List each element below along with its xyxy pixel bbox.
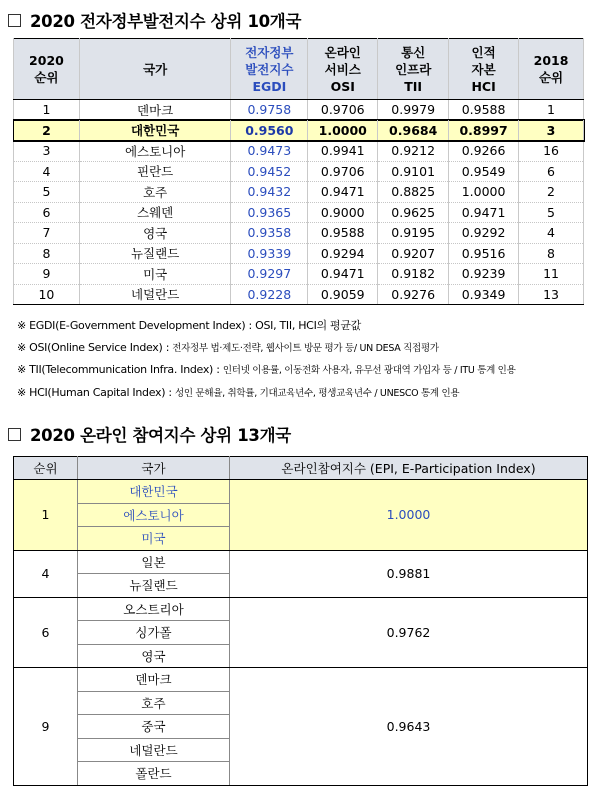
cell-country: 영국 xyxy=(79,223,231,244)
cell-country: 호주 xyxy=(79,182,231,203)
cell-tii: 0.9182 xyxy=(378,264,449,285)
cell-rank: 9 xyxy=(14,668,78,786)
cell-country: 네덜란드 xyxy=(79,284,231,305)
cell-rank2018: 6 xyxy=(519,161,584,182)
cell-country: 호주 xyxy=(78,691,230,715)
cell-rank: 4 xyxy=(14,161,80,182)
cell-tii: 0.9625 xyxy=(378,202,449,223)
table-row xyxy=(14,141,584,162)
cell-country: 덴마크 xyxy=(78,668,230,692)
table-row xyxy=(14,182,584,203)
epi-header-rank: 순위 xyxy=(14,457,78,480)
cell-rank2018: 16 xyxy=(519,141,584,162)
table-row xyxy=(14,120,584,141)
cell-country: 스웨덴 xyxy=(79,202,231,223)
section2-title-text: 2020 온라인 참여지수 상위 13개국 xyxy=(30,426,291,445)
cell-rank: 5 xyxy=(14,182,80,203)
epi-header-country: 국가 xyxy=(78,457,230,480)
cell-epi-value: 0.9643 xyxy=(230,668,588,786)
cell-country: 싱가폴 xyxy=(78,621,230,645)
cell-hci: 1.0000 xyxy=(449,182,519,203)
footnote-tii: ※ TII(Telecommunication Infra. Index) : 인터넷 이용률, 이동전화 사용자, 유무선 광대역 가입자 등 / ITU 통계 인용 xyxy=(17,363,516,376)
cell-egdi: 0.9365 xyxy=(231,202,308,223)
cell-country: 덴마크 xyxy=(79,100,231,121)
cell-osi: 0.9706 xyxy=(308,161,378,182)
cell-osi: 0.9588 xyxy=(308,223,378,244)
cell-rank2018: 1 xyxy=(519,100,584,121)
cell-rank2018: 2 xyxy=(519,182,584,203)
cell-egdi: 0.9432 xyxy=(231,182,308,203)
cell-osi: 0.9706 xyxy=(308,100,378,121)
section1-title xyxy=(8,8,301,32)
cell-osi: 1.0000 xyxy=(308,120,378,141)
table-row xyxy=(14,668,588,692)
header-osi: 온라인 서비스 OSI xyxy=(308,39,378,100)
cell-osi: 0.9471 xyxy=(308,182,378,203)
cell-hci: 0.9239 xyxy=(449,264,519,285)
cell-rank2018: 8 xyxy=(519,243,584,264)
epi-table-header-row xyxy=(14,457,588,480)
cell-egdi: 0.9758 xyxy=(231,100,308,121)
cell-country: 핀란드 xyxy=(79,161,231,182)
cell-osi: 0.9059 xyxy=(308,284,378,305)
cell-tii: 0.9684 xyxy=(378,120,449,141)
cell-hci: 0.9588 xyxy=(449,100,519,121)
cell-osi: 0.9471 xyxy=(308,264,378,285)
cell-rank2018: 3 xyxy=(519,120,584,141)
cell-rank: 9 xyxy=(14,264,80,285)
cell-tii: 0.8825 xyxy=(378,182,449,203)
cell-country: 뉴질랜드 xyxy=(79,243,231,264)
cell-rank: 6 xyxy=(14,597,78,668)
cell-country: 뉴질랜드 xyxy=(78,574,230,598)
cell-osi: 0.9000 xyxy=(308,202,378,223)
cell-egdi: 0.9452 xyxy=(231,161,308,182)
table-row xyxy=(14,223,584,244)
cell-tii: 0.9101 xyxy=(378,161,449,182)
cell-rank: 1 xyxy=(14,100,80,121)
table-row xyxy=(14,480,588,504)
cell-country: 폴란드 xyxy=(78,762,230,786)
checkbox-square-icon xyxy=(8,14,21,27)
cell-tii: 0.9195 xyxy=(378,223,449,244)
cell-hci: 0.9516 xyxy=(449,243,519,264)
cell-country: 미국 xyxy=(78,527,230,551)
egdi-top10-table xyxy=(13,38,584,305)
cell-rank: 4 xyxy=(14,550,78,597)
cell-rank: 8 xyxy=(14,243,80,264)
cell-rank: 1 xyxy=(14,480,78,551)
header-egdi: 전자정부 발전지수 EGDI xyxy=(231,39,308,100)
cell-egdi: 0.9358 xyxy=(231,223,308,244)
section1-title-text: 2020 전자정부발전지수 상위 10개국 xyxy=(30,12,302,31)
cell-epi-value: 0.9762 xyxy=(230,597,588,668)
cell-rank: 6 xyxy=(14,202,80,223)
cell-osi: 0.9294 xyxy=(308,243,378,264)
cell-rank: 3 xyxy=(14,141,80,162)
cell-country: 대한민국 xyxy=(78,480,230,504)
cell-hci: 0.8997 xyxy=(449,120,519,141)
cell-hci: 0.9549 xyxy=(449,161,519,182)
table-row xyxy=(14,264,584,285)
cell-country: 미국 xyxy=(79,264,231,285)
cell-egdi: 0.9473 xyxy=(231,141,308,162)
table-row xyxy=(14,243,584,264)
table-row xyxy=(14,161,584,182)
table-row xyxy=(14,100,584,121)
cell-tii: 0.9979 xyxy=(378,100,449,121)
cell-egdi: 0.9228 xyxy=(231,284,308,305)
table-row xyxy=(14,597,588,621)
cell-egdi: 0.9560 xyxy=(231,120,308,141)
header-country: 국가 xyxy=(79,39,231,100)
cell-country: 영국 xyxy=(78,644,230,668)
footnote-egdi: ※ EGDI(E-Government Development Index) : OSI, TII, HCI의 평균값 xyxy=(17,319,362,332)
cell-tii: 0.9207 xyxy=(378,243,449,264)
cell-egdi: 0.9339 xyxy=(231,243,308,264)
table-row xyxy=(14,202,584,223)
footnotes xyxy=(17,315,587,404)
checkbox-square-icon xyxy=(8,428,21,441)
cell-country: 에스토니아 xyxy=(79,141,231,162)
cell-tii: 0.9212 xyxy=(378,141,449,162)
footnote-hci: ※ HCI(Human Capital Index) : 성인 문해율, 취학률, 기대교육년수, 평생교육년수 / UNESCO 통계 인용 xyxy=(17,385,460,399)
epi-header-index: 온라인참여지수 (EPI, E-Participation Index) xyxy=(230,457,588,480)
cell-rank2018: 5 xyxy=(519,202,584,223)
cell-osi: 0.9941 xyxy=(308,141,378,162)
cell-country: 오스트리아 xyxy=(78,597,230,621)
header-rank2018: 2018 순위 xyxy=(519,39,584,100)
cell-rank2018: 11 xyxy=(519,264,584,285)
cell-egdi: 0.9297 xyxy=(231,264,308,285)
cell-country: 대한민국 xyxy=(79,120,231,141)
cell-rank: 7 xyxy=(14,223,80,244)
cell-tii: 0.9276 xyxy=(378,284,449,305)
cell-rank: 10 xyxy=(14,284,80,305)
cell-epi-value: 0.9881 xyxy=(230,550,588,597)
cell-epi-value: 1.0000 xyxy=(230,480,588,551)
egdi-table-header-row xyxy=(14,39,584,100)
header-rank2020: 2020 순위 xyxy=(14,39,80,100)
section2-title xyxy=(8,422,291,446)
cell-rank: 2 xyxy=(14,120,80,141)
footnote-osi: ※ OSI(Online Service Index) : 전자정부 법·제도·전략, 웹사이트 방문 평가 등/ UN DESA 직접평가 xyxy=(17,340,439,354)
cell-hci: 0.9292 xyxy=(449,223,519,244)
cell-country: 네덜란드 xyxy=(78,738,230,762)
cell-country: 중국 xyxy=(78,715,230,739)
cell-rank2018: 13 xyxy=(519,284,584,305)
cell-country: 에스토니아 xyxy=(78,503,230,527)
epi-top13-table xyxy=(13,456,588,786)
header-hci: 인적 자본 HCI xyxy=(449,39,519,100)
table-row xyxy=(14,550,588,574)
cell-rank2018: 4 xyxy=(519,223,584,244)
cell-hci: 0.9266 xyxy=(449,141,519,162)
table-row xyxy=(14,284,584,305)
cell-hci: 0.9471 xyxy=(449,202,519,223)
cell-country: 일본 xyxy=(78,550,230,574)
cell-hci: 0.9349 xyxy=(449,284,519,305)
header-tii: 통신 인프라 TII xyxy=(378,39,449,100)
